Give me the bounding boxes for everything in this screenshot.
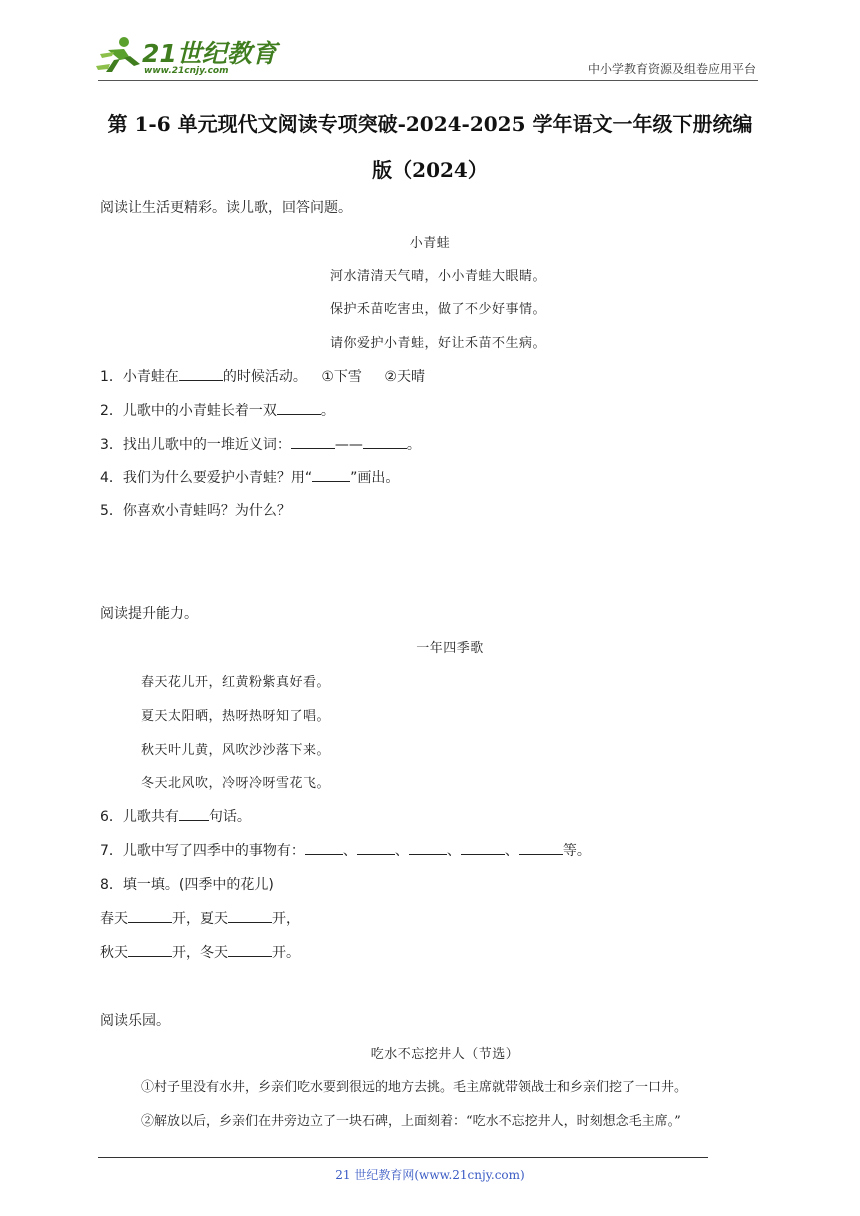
question-text: 3．找出儿歌中的一堆近义词： — [100, 437, 291, 453]
fill-text: 开， — [272, 911, 300, 927]
question-text: 等。 — [562, 843, 591, 859]
site-logo — [94, 34, 277, 80]
fill-row-1 — [100, 908, 300, 928]
question-text: 4．我们为什么要爱护小青蛙？用“ — [100, 470, 313, 486]
footer-text[interactable]: 21 世纪教育网(www.21cnjy.com) — [335, 1168, 525, 1182]
separator: 、 — [446, 843, 461, 859]
answer-blank[interactable] — [357, 840, 395, 855]
fill-text: 开。 — [272, 945, 300, 961]
option: ②天晴 — [384, 369, 425, 385]
passage-title: 吃水不忘挖井人（节选） — [370, 1047, 520, 1062]
section1-intro: 阅读让生活更精彩。读儿歌，回答问题。 — [100, 200, 352, 216]
answer-blank[interactable] — [228, 908, 272, 923]
runner-icon — [94, 36, 142, 76]
platform-name: 中小学教育资源及组卷应用平台 — [587, 62, 756, 76]
section3-intro: 阅读乐园。 — [100, 1013, 170, 1029]
logo-text: 21世纪教育 — [142, 39, 277, 68]
answer-blank[interactable] — [179, 806, 209, 821]
question-5: 5．你喜欢小青蛙吗？为什么？ — [100, 503, 291, 519]
section2-intro: 阅读提升能力。 — [100, 606, 198, 622]
question-text: 2．儿歌中的小青蛙长着一双 — [100, 403, 277, 419]
poem2-line: 夏天太阳晒，热呀热呀知了唱。 — [141, 709, 331, 724]
logo-url: www.21cnjy.com — [144, 66, 229, 76]
question-text: 1．小青蛙在 — [100, 369, 179, 385]
question-text: 7．儿歌中写了四季中的事物有： — [100, 843, 305, 859]
question-text: 。 — [406, 437, 421, 453]
answer-blank[interactable] — [363, 434, 407, 449]
separator: 、 — [504, 843, 519, 859]
answer-blank[interactable] — [128, 908, 172, 923]
question-text: —— — [334, 437, 363, 453]
season-label: 春天 — [100, 911, 128, 927]
question-text: 6．儿歌共有 — [100, 809, 179, 825]
answer-blank[interactable] — [312, 467, 350, 482]
poem2-line: 秋天叶儿黄，风吹沙沙落下来。 — [141, 743, 331, 758]
question-text: 。 — [320, 403, 335, 419]
poem1-line: 河水清清天气晴，小小青蛙大眼睛。 — [330, 269, 547, 284]
poem2-title: 一年四季歌 — [416, 641, 484, 656]
question-3 — [100, 434, 421, 454]
question-1 — [100, 366, 425, 386]
question-text: 句话。 — [208, 809, 251, 825]
option: ①下雪 — [321, 369, 362, 385]
answer-blank[interactable] — [461, 840, 505, 855]
passage-paragraph: ②解放以后，乡亲们在井旁边立了一块石碑，上面刻着：“吃水不忘挖井人，时刻想念毛主席。” — [141, 1114, 681, 1129]
question-4 — [100, 467, 399, 487]
question-8: 8．填一填。(四季中的花儿) — [100, 877, 274, 893]
answer-blank[interactable] — [179, 366, 223, 381]
poem1-line: 请你爱护小青蛙，好让禾苗不生病。 — [330, 336, 547, 351]
answer-blank[interactable] — [409, 840, 447, 855]
season-label: ，夏天 — [186, 911, 228, 927]
separator: 、 — [342, 843, 357, 859]
answer-blank[interactable] — [519, 840, 563, 855]
poem2-line: 春天花儿开，红黄粉紫真好看。 — [141, 675, 331, 690]
page-title-line2: 版（2024） — [372, 158, 488, 182]
passage-paragraph: ①村子里没有水井，乡亲们吃水要到很远的地方去挑。毛主席就带领战士和乡亲们挖了一口井。 — [141, 1080, 688, 1095]
page-title-line1: 第 1-6 单元现代文阅读专项突破-2024-2025 学年语文一年级下册统编 — [107, 112, 753, 136]
question-text: ”画出。 — [350, 470, 400, 486]
season-label: ，冬天 — [186, 945, 228, 961]
header-divider — [98, 80, 758, 81]
question-text: 的时候活动。 — [222, 369, 307, 385]
poem1-title: 小青蛙 — [409, 236, 451, 251]
question-6 — [100, 806, 251, 826]
fill-text: 开 — [172, 911, 186, 927]
poem2-line: 冬天北风吹，冷呀冷呀雪花飞。 — [141, 776, 331, 791]
question-7 — [100, 840, 591, 860]
fill-row-2 — [100, 942, 300, 962]
footer-divider — [98, 1157, 708, 1158]
question-2 — [100, 400, 335, 420]
season-label: 秋天 — [100, 945, 128, 961]
poem1-line: 保护禾苗吃害虫，做了不少好事情。 — [330, 302, 547, 317]
answer-blank[interactable] — [128, 942, 172, 957]
answer-blank[interactable] — [291, 434, 335, 449]
fill-text: 开 — [172, 945, 186, 961]
answer-blank[interactable] — [305, 840, 343, 855]
separator: 、 — [394, 843, 409, 859]
answer-blank[interactable] — [228, 942, 272, 957]
answer-blank[interactable] — [277, 400, 321, 415]
